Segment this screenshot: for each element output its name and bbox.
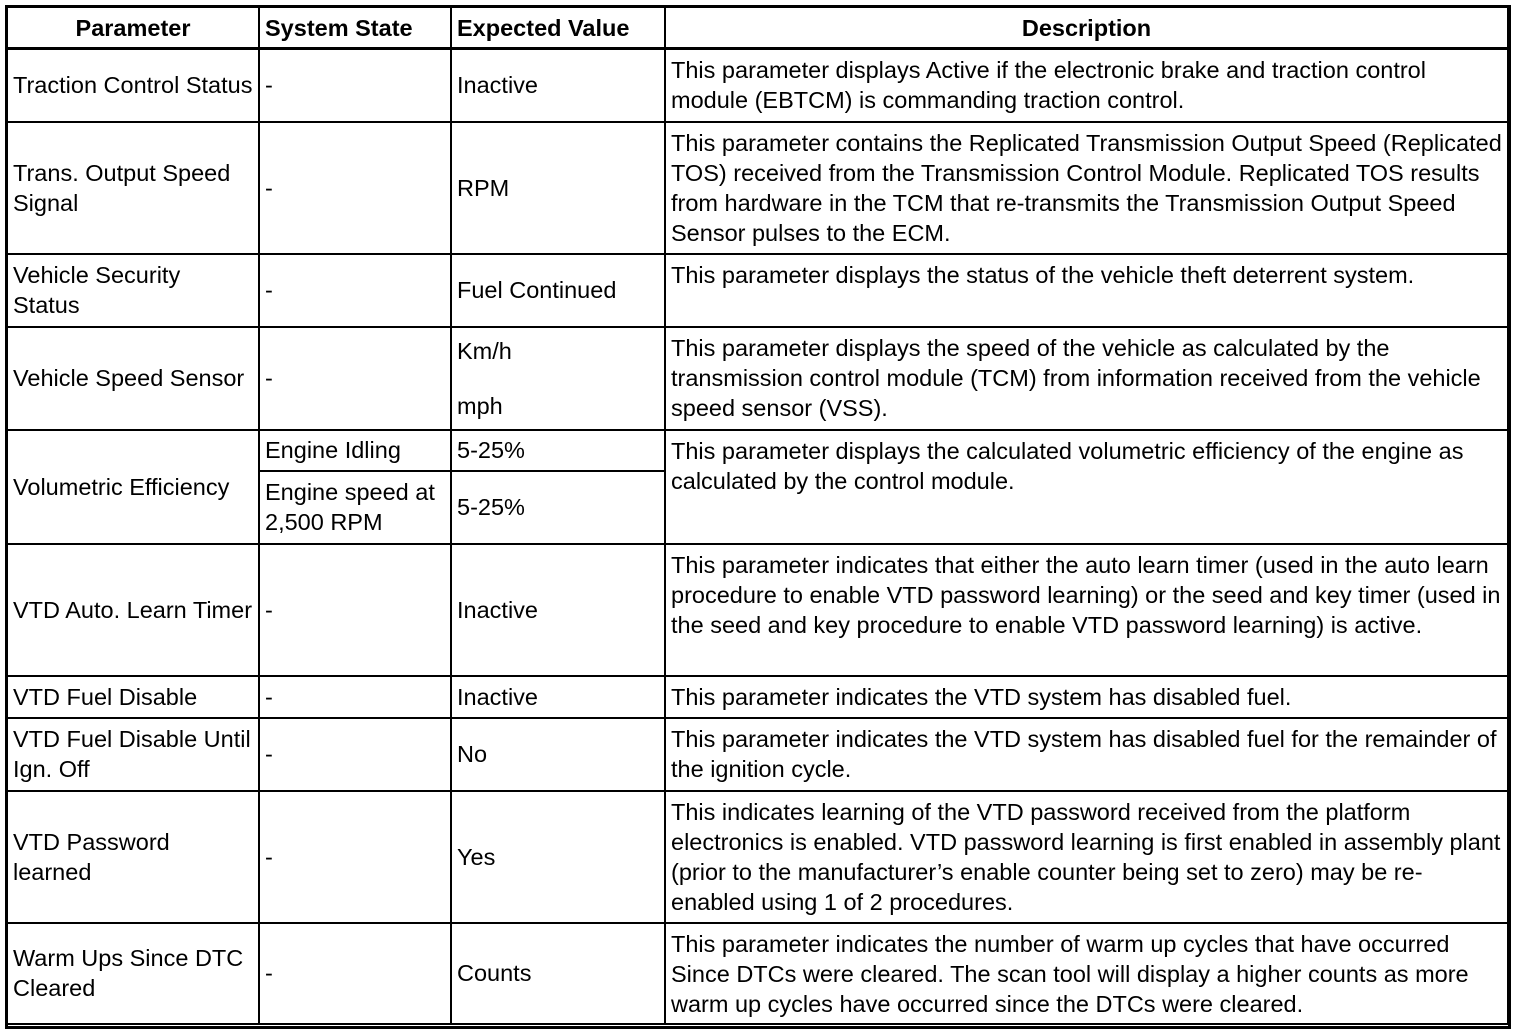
table-row <box>7 254 1508 327</box>
value-cell: 5-25% <box>451 430 665 471</box>
state-cell: Engine speed at 2,500 RPM <box>259 471 451 544</box>
header-row <box>7 7 1508 49</box>
state-cell: - <box>259 254 451 327</box>
description-cell: This parameter displays the speed of the vehicle as calculated by the transmission control module (TCM) from information received from the vehicle speed sensor (VSS). <box>665 327 1508 430</box>
state-cell: - <box>259 718 451 791</box>
table-row <box>7 430 1508 471</box>
state-cell: Engine Idling <box>259 430 451 471</box>
description-cell: This parameter displays the calculated volumetric efficiency of the engine as calculated by the control module. <box>665 430 1508 544</box>
parameter-cell: VTD Fuel Disable <box>7 676 259 718</box>
value-cell <box>451 327 665 430</box>
state-cell: - <box>259 327 451 430</box>
value-cell: Fuel Continued <box>451 254 665 327</box>
description-cell: This parameter displays Active if the electronic brake and traction control module (EBTCM) is commanding traction control. <box>665 49 1508 122</box>
parameter-cell: Trans. Output Speed Signal <box>7 122 259 254</box>
description-cell: This parameter indicates the VTD system has disabled fuel. <box>665 676 1508 718</box>
parameter-cell: Volumetric Efficiency <box>7 430 259 544</box>
state-cell: - <box>259 544 451 676</box>
parameter-cell: VTD Auto. Learn Timer <box>7 544 259 676</box>
header-expected-value: Expected Value <box>451 7 665 49</box>
table-row <box>7 718 1508 791</box>
parameter-table <box>6 6 1509 1025</box>
parameter-cell: Vehicle Speed Sensor <box>7 327 259 430</box>
value-cell: RPM <box>451 122 665 254</box>
value-mph: mph <box>457 392 503 419</box>
table-row <box>7 923 1508 1024</box>
header-description: Description <box>665 7 1508 49</box>
description-cell: This parameter contains the Replicated Transmission Output Speed (Replicated TOS) received from the Transmission Control Module. Replicated TOS results from hardware in the TCM that re-transmits the Transmission Output Speed Sensor pulses to the ECM. <box>665 122 1508 254</box>
table-row <box>7 49 1508 122</box>
description-cell: This parameter indicates the VTD system has disabled fuel for the remainder of the ignition cycle. <box>665 718 1508 791</box>
description-cell: This parameter indicates the number of warm up cycles that have occurred Since DTCs were cleared. The scan tool will display a higher counts as more warm up cycles have occurred since the DTCs were cleared. <box>665 923 1508 1024</box>
description-cell: This parameter indicates that either the auto learn timer (used in the auto learn procedure to enable VTD password learning) or the seed and key timer (used in the seed and key procedure to enable VTD password learning) is active. <box>665 544 1508 676</box>
value-cell: Counts <box>451 923 665 1024</box>
table-row <box>7 676 1508 718</box>
description-cell: This parameter displays the status of the vehicle theft deterrent system. <box>665 254 1508 327</box>
parameter-cell: Traction Control Status <box>7 49 259 122</box>
table-row <box>7 791 1508 923</box>
table-row <box>7 327 1508 430</box>
value-cell: No <box>451 718 665 791</box>
parameter-cell: VTD Fuel Disable Until Ign. Off <box>7 718 259 791</box>
parameter-cell: Warm Ups Since DTC Cleared <box>7 923 259 1024</box>
parameter-cell: VTD Password learned <box>7 791 259 923</box>
state-cell: - <box>259 49 451 122</box>
table-row <box>7 544 1508 676</box>
value-kmh: Km/h <box>457 337 512 364</box>
state-cell: - <box>259 923 451 1024</box>
description-cell: This indicates learning of the VTD password received from the platform electronics is enabled. VTD password learning is first enabled in assembly plant (prior to the manufacturer’s enable counter being set to zero) may be re-enabled using 1 of 2 procedures. <box>665 791 1508 923</box>
value-spacer <box>457 366 659 391</box>
parameter-cell: Vehicle Security Status <box>7 254 259 327</box>
value-cell: Inactive <box>451 544 665 676</box>
header-system-state: System State <box>259 7 451 49</box>
state-cell: - <box>259 122 451 254</box>
value-cell: 5-25% <box>451 471 665 544</box>
table-row <box>7 122 1508 254</box>
value-cell: Inactive <box>451 49 665 122</box>
header-parameter: Parameter <box>7 7 259 49</box>
value-cell: Inactive <box>451 676 665 718</box>
value-cell: Yes <box>451 791 665 923</box>
state-cell: - <box>259 791 451 923</box>
state-cell: - <box>259 676 451 718</box>
